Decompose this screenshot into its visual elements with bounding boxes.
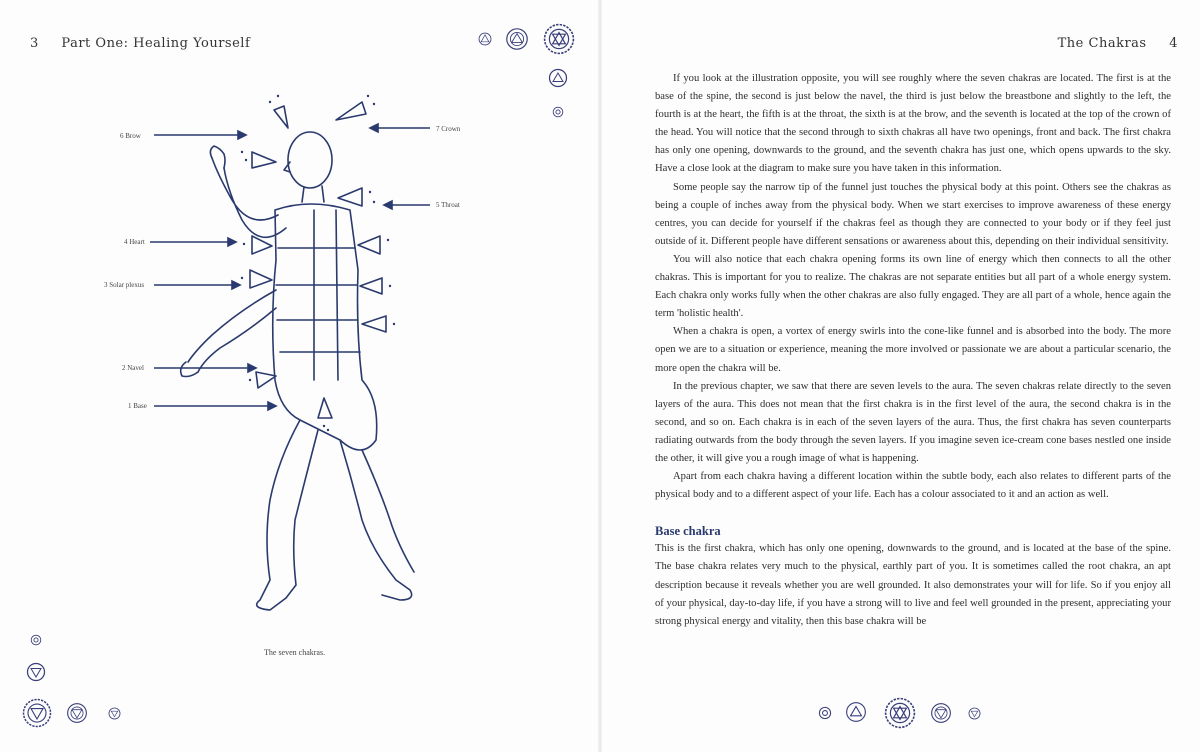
chakra-symbol-icon <box>845 701 867 723</box>
paragraph: In the previous chapter, we saw that there are seven levels to the aura. The seven chakras relate directly to the seven layers of the aura. This does not mean that the first chakra is in the first level of the aura, the second chakra is in the second, and so on. Each chakra is in each of the seven layers of the aura. Thus, the first chakra has seven counterparts radiating outwards from the body through the seven layers. If you imagine seven ice-cream cone bases nestled one inside the other, it will give you a rough image of what is happening. <box>655 380 1171 464</box>
chakra-symbol-icon <box>30 634 42 646</box>
label-brow: 6 Brow <box>120 132 141 140</box>
paragraph: Some people say the narrow tip of the funnel just touches the physical body at this point. Others see the chakras as being a couple of inches away from the physical body. When we start exercises to improve awareness of these energy centres, you can decide for yourself if the chakras feel as though they are connected to your body or if they feel just outside of it. Different people have different sensations or awareness about this, depending on their individual sensitivity. <box>655 181 1171 247</box>
label-base: 1 Base <box>128 402 147 410</box>
chakra-symbol-icon <box>968 707 981 720</box>
left-page-number: 3 <box>30 36 39 51</box>
right-page-number: 4 <box>1169 36 1178 51</box>
chakra-symbol-icon <box>26 662 46 682</box>
label-throat: 5 Throat <box>436 201 460 209</box>
paragraph: Apart from each chakra having a different location within the subtle body, each also relates to different parts of the physical body and to a different aspect of your life. Each has a colour associated to it and an action as well. <box>655 471 1171 501</box>
chakra-symbol-icon <box>505 27 529 51</box>
chakra-symbol-icon <box>478 32 492 46</box>
chakra-symbol-icon <box>884 697 916 729</box>
chakra-symbol-icon <box>548 68 568 88</box>
section-heading: Base chakra <box>655 524 721 539</box>
right-running-title: The Chakras <box>1057 36 1147 51</box>
paragraph: If you look at the illustration opposite, you will see roughly where the seven chakras are located. The first is at the base of the spine, the second is just below the navel, the third is just below the breastbone and slightly to the left, the fourth is at the heart, the fifth is at the throat, the sixth is at the brow, and the seventh is located at the top of the crown of the head. You will notice that the second through to sixth chakras all have two openings, front and back. The first chakra has only one opening, downwards to the ground, and the seventh chakra has just one, which opens upwards to the sky. Have a close look at the diagram to make sure you have taken in this information. <box>655 73 1171 175</box>
section-paragraph: This is the first chakra, which has only one opening, downwards to the ground, and is located at the base of the spine. The base chakra relates very much to the physical, earthly part of you. It is sometimes called the root chakra, an apt description because it reveals whether you are well grounded. It also demonstrates your will for life. So if you enjoy all of your physical, day-to-day life, if you have a strong will to live and feel well grounded in the present, appreciating your strong physical energy and vitality, then this base chakra will be <box>655 543 1171 627</box>
label-heart: 4 Heart <box>124 238 145 246</box>
paragraph: You will also notice that each chakra opening forms its own line of energy which then connects to all the other chakras. This is important for you to realize. The chakras are not separate entities but all part of a whole energy system. Each chakra only works fully when the other chakras are also fully engaged. They are all part of a whole, hence again the term 'holistic health'. <box>655 253 1171 320</box>
chakra-symbol-icon <box>66 702 88 724</box>
right-page <box>600 0 1200 752</box>
chakra-symbol-icon <box>930 702 952 724</box>
right-running-head <box>1058 36 1178 51</box>
label-navel: 2 Navel <box>122 364 144 372</box>
left-running-head <box>30 36 250 51</box>
label-crown: 7 Crown <box>436 125 461 133</box>
body-text <box>655 70 1171 631</box>
paragraph: When a chakra is open, a vortex of energy swirls into the cone-like funnel and is absorbed into the body. The more open we are to a situation or experience, meaning the more involved or passionate we are about a particular scenario, the more open the chakra will be. <box>655 326 1171 374</box>
chakra-symbol-icon <box>543 23 575 55</box>
left-running-title: Part One: Healing Yourself <box>61 36 251 51</box>
label-solar-plexus: 3 Solar plexus <box>104 281 145 289</box>
chakra-symbol-icon <box>552 106 564 118</box>
chakra-symbol-icon <box>818 706 832 720</box>
chakra-symbol-icon <box>108 707 121 720</box>
figure-caption: The seven chakras. <box>264 648 326 657</box>
chakra-figure-illustration <box>100 80 480 620</box>
chakra-symbol-icon <box>22 698 52 728</box>
